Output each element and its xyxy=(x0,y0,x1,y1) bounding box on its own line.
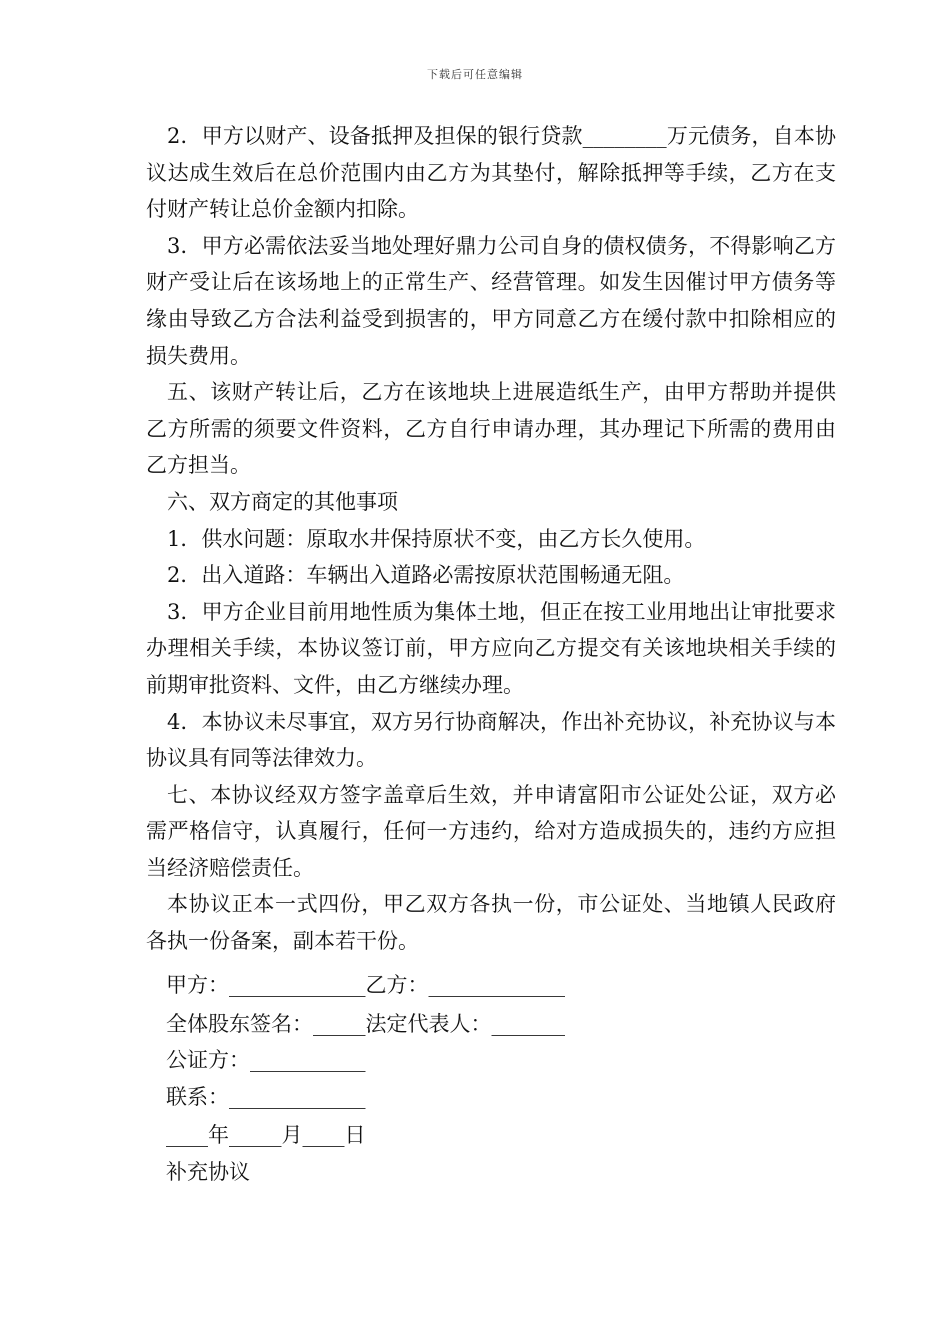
clause-2-loan-debt: 2．甲方以财产、设备抵押及担保的银行贷款________万元债务，自本协议达成生效后在总价范围内由乙方为其垫付，解除抵押等手续，乙方在支付财产转让总价金额内扣除。 xyxy=(146,124,836,222)
section-7-effectiveness: 七、本协议经双方签字盖章后生效，并申请富阳市公证处公证，双方必需严格信守，认真履行，任何一方违约，给对方造成损失的，违约方应担当经济赔偿责任。 xyxy=(146,782,836,880)
item-2-access-road: 2．出入道路：车辆出入道路必需按原状范围畅通无阻。 xyxy=(167,563,685,588)
section-6-heading: 六、双方商定的其他事项 xyxy=(167,489,398,514)
document-body xyxy=(146,118,836,960)
copies-clause: 本协议正本一式四份，甲乙双方各执一份，市公证处、当地镇人民政府各执一份备案，副本若干份。 xyxy=(146,892,836,954)
signature-notary-line: 公证方：___________ xyxy=(166,1048,366,1072)
signature-date-line: ____年_____月____日 xyxy=(166,1123,366,1147)
signature-shareholders-line: 全体股东签名：_____法定代表人：_______ xyxy=(166,1012,565,1036)
signature-contact-line: 联系：_____________ xyxy=(166,1085,366,1109)
supplement-heading: 补充协议 xyxy=(166,1160,250,1184)
item-4-unresolved-matters: 4．本协议未尽事宜，双方另行协商解决，作出补充协议，补充协议与本协议具有同等法律效力。 xyxy=(146,709,836,771)
item-1-water-supply: 1．供水问题：原取水井保持原状不变，由乙方长久使用。 xyxy=(167,526,706,551)
page-header-note: 下载后可任意编辑 xyxy=(427,68,523,81)
signature-parties-line: 甲方：_____________乙方：_____________ xyxy=(166,973,565,997)
item-3-land-use: 3．甲方企业目前用地性质为集体土地，但正在按工业用地出让审批要求办理相关手续，本协议签订前，甲方应向乙方提交有关该地块相关手续的前期审批资料、文件，由乙方继续办理。 xyxy=(146,599,836,697)
section-5-post-transfer: 五、该财产转让后，乙方在该地块上进展造纸生产，由甲方帮助并提供乙方所需的须要文件资料，乙方自行申请办理，其办理记下所需的费用由乙方担当。 xyxy=(146,380,836,478)
clause-3-debt-handling: 3．甲方必需依法妥当地处理好鼎力公司自身的债权债务，不得影响乙方财产受让后在该场地上的正常生产、经营管理。如发生因催讨甲方债务等缘由导致乙方合法利益受到损害的，甲方同意乙方在缓付款中扣除相应的损失费用。 xyxy=(146,233,836,368)
